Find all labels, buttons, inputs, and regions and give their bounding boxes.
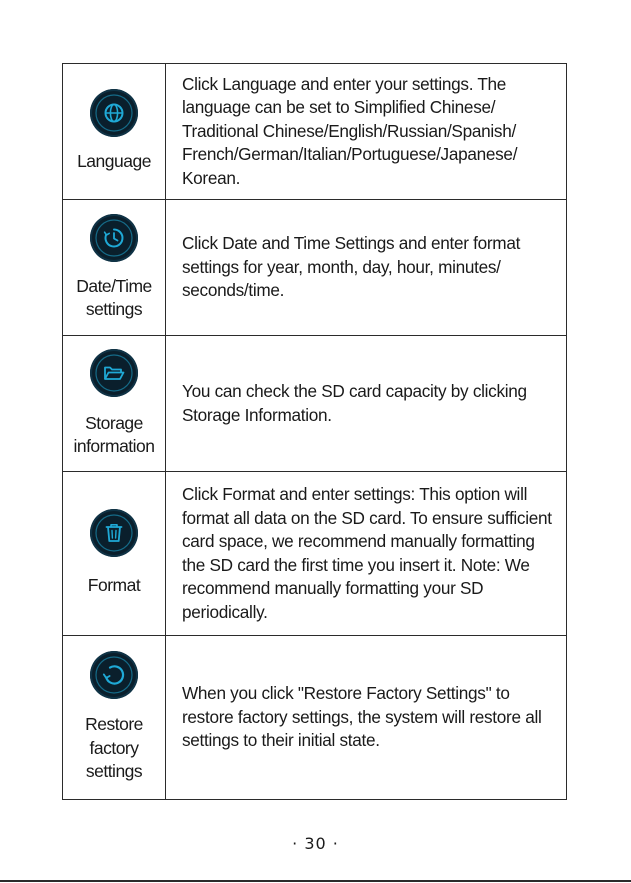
restore-icon [90,651,138,699]
setting-icon-cell [63,200,166,336]
page-bottom-rule [0,880,631,882]
setting-label: Storage information [73,412,155,456]
setting-label: Language [77,151,151,172]
setting-label: Format [87,575,141,596]
table-row [63,472,567,636]
setting-description: When you click "Restore Factory Settings" to restore factory settings, the system will restore all settings to their initial state. [166,636,567,800]
setting-description: Click Format and enter settings: This option will format all data on the SD card. To ensure sufficient card space, we recommend manually formatting the SD card the first time you insert it. Note: We recommend manually formatting your SD periodically. [166,472,567,636]
setting-icon-cell [63,472,166,636]
settings-table [62,63,567,800]
table-row [63,636,567,800]
globe-icon [90,89,138,137]
trash-icon [90,509,138,557]
clock-icon [90,214,138,262]
setting-description: You can check the SD card capacity by clicking Storage Information. [166,336,567,472]
setting-label: Date/Time settings [76,275,152,319]
setting-description: Click Date and Time Settings and enter format settings for year, month, day, hour, minutes/ seconds/time. [166,200,567,336]
setting-icon-cell [63,64,166,200]
page-number: · 30 · [292,834,339,853]
table-row [63,200,567,336]
table-row [63,336,567,472]
setting-description: Click Language and enter your settings. The language can be set to Simplified Chinese/ Traditional Chinese/English/Russian/Spanish/ French/German/Italian/Portuguese/Japanese/ Korean. [166,64,567,200]
setting-icon-cell [63,336,166,472]
table-row [63,64,567,200]
setting-icon-cell [63,636,166,800]
folder-icon [90,349,138,397]
setting-label: Restore factory settings [85,714,143,782]
